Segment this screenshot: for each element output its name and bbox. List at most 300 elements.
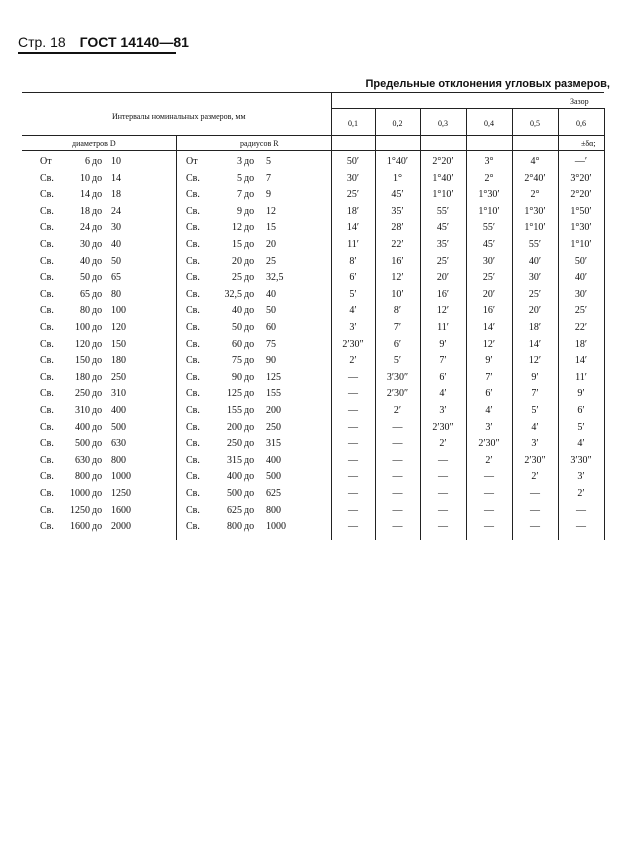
row-value-4: 2′ (531, 471, 539, 483)
row-value-2: 1°10′ (432, 189, 454, 201)
row-value-4: 2° (530, 189, 540, 201)
row-value-0: 2′30″ (342, 338, 364, 350)
gap-value-5: 0,6 (576, 119, 586, 128)
row-value-3: 6′ (485, 388, 493, 400)
row-rad-sep: до (244, 504, 255, 516)
row-value-0: 30′ (346, 172, 360, 184)
row-value-3: 2° (484, 172, 494, 184)
row-diam-prefix: Св. (40, 255, 54, 267)
row-value-0: — (348, 438, 358, 450)
row-value-1: 5′ (393, 355, 402, 367)
row-value-3: 14′ (482, 322, 496, 333)
gap-column-rule (466, 108, 467, 540)
row-value-4: 40′ (528, 255, 542, 267)
row-value-2: 35′ (436, 239, 450, 250)
row-value-2: 55′ (436, 205, 450, 217)
row-diam-from: 30 (80, 239, 90, 250)
row-rad-from: 25 (232, 272, 242, 284)
row-diam-to: 1250 (111, 488, 131, 499)
row-value-2: 9′ (439, 338, 447, 350)
row-rad-sep: до (244, 239, 255, 250)
row-value-4: 9′ (531, 371, 539, 383)
row-diam-to: 80 (111, 288, 121, 300)
row-value-1: — (392, 471, 403, 483)
row-value-1: 7′ (393, 322, 402, 333)
row-value-0: 5′ (349, 288, 357, 300)
row-diam-from: 630 (75, 454, 90, 466)
row-value-5: — (576, 504, 586, 516)
row-value-1: 10′ (391, 288, 404, 300)
row-value-2: 2°20′ (432, 156, 454, 167)
row-diam-sep: до (92, 172, 103, 184)
row-value-3: 16′ (482, 305, 496, 317)
row-value-5: 6′ (577, 405, 585, 416)
row-value-4: 14′ (528, 338, 542, 350)
row-diam-prefix: Св. (40, 322, 54, 333)
row-value-5: — (576, 521, 586, 533)
row-value-3: — (484, 504, 494, 516)
gap-value-2: 0,3 (438, 119, 448, 128)
row-value-1: 35′ (391, 205, 404, 217)
row-rad-to: 400 (266, 454, 281, 466)
row-diam-to: 10 (111, 156, 121, 167)
row-value-3: 2′30″ (478, 438, 500, 450)
row-value-0: 18′ (346, 205, 360, 217)
row-rad-from: 200 (227, 421, 242, 433)
row-rad-prefix: Св. (186, 288, 200, 300)
row-diam-from: 180 (75, 371, 90, 383)
row-diam-sep: до (92, 205, 103, 217)
row-value-5: 4′ (577, 438, 585, 450)
row-rad-from: 3 (237, 156, 242, 167)
row-value-4: 4′ (531, 421, 539, 433)
row-diam-prefix: Св. (40, 471, 54, 483)
header-bottom-rule (22, 135, 604, 136)
row-value-0: — (348, 371, 358, 383)
row-rad-sep: до (244, 288, 255, 300)
gap-value-4: 0,5 (530, 119, 540, 128)
row-value-2: 2′30″ (432, 421, 454, 433)
row-rad-prefix: Св. (186, 172, 200, 184)
header-rule (18, 52, 176, 54)
row-value-2: — (438, 488, 448, 499)
row-rad-to: 25 (266, 255, 276, 267)
row-diam-from: 1250 (70, 504, 90, 516)
row-diam-sep: до (92, 504, 103, 516)
row-value-0: — (348, 521, 358, 533)
row-diam-to: 250 (111, 371, 126, 383)
row-rad-from: 250 (227, 438, 242, 450)
row-diam-from: 40 (80, 255, 90, 267)
row-diam-to: 30 (111, 222, 121, 234)
row-diam-from: 65 (80, 288, 90, 300)
row-diam-prefix: Св. (40, 239, 54, 250)
row-rad-sep: до (244, 205, 255, 217)
row-diam-prefix: Св. (40, 338, 54, 350)
row-rad-from: 60 (232, 338, 242, 350)
row-rad-to: 200 (266, 405, 281, 416)
row-rad-to: 7 (266, 172, 271, 184)
row-rad-sep: до (244, 471, 255, 483)
row-value-5: 11′ (575, 371, 587, 383)
intervals-divider (331, 92, 332, 108)
row-diam-sep: до (92, 355, 103, 367)
row-rad-sep: до (244, 222, 255, 234)
row-value-2: 11′ (437, 322, 449, 333)
row-value-3: 20′ (482, 288, 496, 300)
row-rad-from: 20 (232, 255, 242, 267)
row-rad-sep: до (244, 305, 255, 317)
row-value-2: — (438, 504, 448, 516)
row-rad-sep: до (244, 355, 255, 367)
row-diam-to: 100 (111, 305, 126, 317)
row-diam-sep: до (92, 288, 103, 300)
row-value-2: 25′ (436, 255, 450, 267)
row-diam-sep: до (92, 421, 103, 433)
row-diam-to: 24 (111, 205, 121, 217)
row-rad-sep: до (244, 272, 255, 284)
row-rad-to: 155 (266, 388, 281, 400)
row-diam-from: 24 (80, 222, 90, 234)
row-value-0: — (348, 421, 358, 433)
row-rad-sep: до (244, 438, 255, 450)
row-diam-prefix: Св. (40, 388, 54, 400)
row-diam-prefix: Св. (40, 305, 54, 317)
row-diam-to: 180 (111, 355, 126, 367)
row-value-3: — (484, 488, 494, 499)
gap-column-rule (604, 108, 605, 540)
row-value-3: 9′ (485, 355, 493, 367)
row-diam-sep: до (92, 405, 103, 416)
row-diam-from: 1000 (70, 488, 90, 499)
row-diam-to: 150 (111, 338, 126, 350)
row-diam-sep: до (92, 305, 103, 317)
row-diam-prefix: Св. (40, 205, 54, 217)
row-value-5: 1°30′ (570, 222, 592, 234)
row-rad-from: 90 (232, 371, 242, 383)
row-rad-prefix: Св. (186, 189, 200, 201)
row-rad-prefix: Св. (186, 255, 200, 267)
row-diam-sep: до (92, 222, 103, 234)
row-rad-prefix: Св. (186, 405, 200, 416)
row-rad-sep: до (244, 255, 255, 267)
row-rad-prefix: Св. (186, 371, 200, 383)
row-rad-to: 500 (266, 471, 281, 483)
row-value-1: 28′ (391, 222, 404, 234)
row-value-5: 1°10′ (570, 239, 592, 250)
row-rad-from: 315 (227, 454, 242, 466)
row-rad-to: 125 (266, 371, 281, 383)
row-value-2: — (438, 521, 448, 533)
row-diam-from: 800 (75, 471, 90, 483)
row-diam-prefix: Св. (40, 288, 54, 300)
row-value-2: 4′ (439, 388, 447, 400)
row-value-2: 1°40′ (432, 172, 454, 184)
row-rad-to: 12 (266, 205, 276, 217)
row-rad-to: 60 (266, 322, 276, 333)
row-value-4: 20′ (528, 305, 542, 317)
row-rad-to: 1000 (266, 521, 286, 533)
row-diam-to: 18 (111, 189, 121, 201)
row-diam-prefix: Св. (40, 438, 54, 450)
row-value-0: 50′ (346, 156, 360, 167)
row-rad-from: 5 (237, 172, 242, 184)
row-value-1: 2′ (393, 405, 402, 416)
row-diam-sep: до (92, 471, 103, 483)
row-value-1: — (392, 504, 403, 516)
row-rad-sep: до (244, 156, 255, 167)
row-value-0: — (348, 388, 358, 400)
row-value-5: 3°20′ (570, 172, 592, 184)
row-rad-prefix: Св. (186, 322, 200, 333)
row-diam-to: 1600 (111, 504, 131, 516)
row-value-3: 3′ (485, 421, 493, 433)
row-diam-from: 100 (75, 322, 90, 333)
row-value-3: 12′ (482, 338, 496, 350)
row-diam-prefix: Св. (40, 488, 54, 499)
row-rad-to: 9 (266, 189, 271, 201)
standard-code: ГОСТ 14140—81 (79, 34, 189, 50)
row-rad-prefix: Св. (186, 521, 200, 533)
gap-column-rule (512, 108, 513, 540)
row-rad-prefix: От (186, 156, 198, 167)
page-header (18, 34, 189, 50)
row-rad-from: 15 (232, 239, 242, 250)
row-diam-to: 120 (111, 322, 126, 333)
row-value-5: 5′ (577, 421, 585, 433)
row-diam-prefix: Св. (40, 189, 54, 201)
row-value-2: 45′ (436, 222, 450, 234)
row-rad-prefix: Св. (186, 222, 200, 234)
row-value-0: — (348, 454, 358, 466)
row-value-3: 1°30′ (478, 189, 500, 201)
row-diam-sep: до (92, 371, 103, 383)
row-diam-from: 400 (75, 421, 90, 433)
row-value-5: 9′ (577, 388, 585, 400)
row-rad-from: 32,5 (224, 288, 242, 300)
gap-value-1: 0,2 (392, 119, 403, 128)
row-diam-prefix: Св. (40, 521, 54, 533)
row-value-1: — (392, 488, 403, 499)
row-rad-prefix: Св. (186, 388, 200, 400)
row-diam-from: 250 (75, 388, 90, 400)
row-value-3: 3° (484, 156, 494, 167)
row-value-2: 2′ (439, 438, 447, 450)
row-rad-to: 315 (266, 438, 281, 450)
row-value-1: 8′ (393, 305, 402, 317)
row-value-4: 2°40′ (524, 172, 546, 184)
row-diam-to: 310 (111, 388, 126, 400)
row-value-3: 2′ (485, 454, 493, 466)
row-value-0: 3′ (349, 322, 357, 333)
rad-header: радиусов R (240, 139, 279, 148)
row-value-3: 45′ (482, 239, 496, 250)
row-rad-sep: до (244, 405, 255, 416)
row-rad-to: 75 (266, 338, 276, 350)
gap-value-3: 0,4 (484, 119, 494, 128)
row-rad-prefix: Св. (186, 272, 200, 284)
row-value-1: 1° (393, 172, 402, 184)
row-value-4: 1°30′ (524, 205, 546, 217)
row-rad-prefix: Св. (186, 338, 200, 350)
table-top-rule (22, 92, 604, 93)
diam-header: диаметров D (72, 139, 116, 148)
row-value-3: 4′ (485, 405, 493, 416)
row-diam-to: 2000 (111, 521, 131, 533)
row-value-3: 30′ (482, 255, 496, 267)
row-rad-prefix: Св. (186, 454, 200, 466)
gap-header-rule (331, 108, 604, 109)
gap-column-rule (375, 108, 376, 540)
row-diam-to: 50 (111, 255, 121, 267)
row-diam-sep: до (92, 438, 103, 450)
row-rad-to: 625 (266, 488, 281, 499)
row-diam-sep: до (92, 239, 103, 250)
row-value-2: — (438, 454, 448, 466)
row-rad-to: 800 (266, 504, 281, 516)
row-value-1: — (392, 521, 403, 533)
row-rad-from: 9 (237, 205, 242, 217)
row-value-5: 50′ (574, 255, 588, 267)
row-value-4: — (530, 488, 540, 499)
row-diam-sep: до (92, 156, 103, 167)
row-diam-prefix: От (40, 156, 52, 167)
row-diam-prefix: Св. (40, 355, 54, 367)
row-diam-prefix: Св. (40, 371, 54, 383)
row-diam-sep: до (92, 338, 103, 350)
diam-rad-divider (176, 135, 177, 540)
row-value-5: 2′ (577, 488, 585, 499)
row-value-0: 4′ (349, 305, 357, 317)
row-value-5: 3′ (577, 471, 585, 483)
row-diam-prefix: Св. (40, 172, 54, 184)
row-diam-to: 65 (111, 272, 121, 284)
row-rad-from: 50 (232, 322, 242, 333)
row-value-0: — (348, 488, 358, 499)
row-value-5: 1°50′ (570, 205, 592, 217)
row-value-0: 6′ (349, 272, 357, 284)
row-diam-prefix: Св. (40, 272, 54, 284)
row-rad-from: 75 (232, 355, 242, 367)
row-value-5: 40′ (574, 272, 588, 284)
row-value-5: 14′ (574, 355, 588, 367)
row-rad-sep: до (244, 371, 255, 383)
row-rad-to: 40 (266, 288, 276, 300)
row-rad-sep: до (244, 488, 255, 499)
row-rad-sep: до (244, 189, 255, 201)
gap-value-0: 0,1 (348, 119, 358, 128)
row-value-5: —′ (574, 156, 588, 167)
row-diam-prefix: Св. (40, 504, 54, 516)
row-diam-to: 630 (111, 438, 126, 450)
row-rad-prefix: Св. (186, 438, 200, 450)
row-diam-sep: до (92, 521, 103, 533)
table-caption: Предельные отклонения угловых размеров, (365, 78, 610, 90)
row-rad-to: 20 (266, 239, 276, 250)
row-diam-sep: до (92, 322, 103, 333)
row-value-5: 25′ (574, 305, 588, 317)
row-rad-from: 155 (227, 405, 242, 416)
row-diam-sep: до (92, 255, 103, 267)
row-rad-sep: до (244, 421, 255, 433)
row-value-3: 1°10′ (478, 205, 500, 217)
row-rad-to: 5 (266, 156, 271, 167)
row-diam-sep: до (92, 189, 103, 201)
gap-column-rule (558, 108, 559, 540)
row-value-1: 22′ (391, 239, 404, 250)
row-value-0: 11′ (347, 239, 359, 250)
row-value-1: 2′30″ (386, 388, 409, 400)
row-rad-sep: до (244, 338, 255, 350)
row-value-1: 45′ (391, 189, 404, 201)
row-value-2: 20′ (436, 272, 450, 284)
row-diam-to: 800 (111, 454, 126, 466)
row-value-1: — (392, 438, 403, 450)
row-rad-prefix: Св. (186, 488, 200, 499)
row-rad-from: 125 (227, 388, 242, 400)
row-value-4: 55′ (528, 239, 542, 250)
row-diam-to: 400 (111, 405, 126, 416)
row-rad-from: 7 (237, 189, 242, 201)
row-value-4: 2′30″ (524, 454, 546, 466)
row-diam-to: 40 (111, 239, 121, 250)
row-value-0: 2′ (349, 355, 357, 367)
row-value-0: — (348, 405, 358, 416)
row-diam-from: 500 (75, 438, 90, 450)
row-value-3: 25′ (482, 272, 496, 284)
row-rad-from: 625 (227, 504, 242, 516)
row-value-1: 1°40′ (386, 156, 409, 167)
row-value-3: — (484, 471, 494, 483)
row-rad-prefix: Св. (186, 504, 200, 516)
row-diam-from: 10 (80, 172, 90, 184)
row-rad-prefix: Св. (186, 305, 200, 317)
row-value-4: 1°10′ (524, 222, 546, 234)
row-rad-sep: до (244, 322, 255, 333)
row-diam-from: 50 (80, 272, 90, 284)
row-value-5: 3′30″ (570, 454, 592, 466)
subheader-rule (22, 150, 604, 151)
row-value-0: 25′ (346, 189, 360, 201)
row-rad-prefix: Св. (186, 239, 200, 250)
row-value-4: — (530, 521, 540, 533)
row-diam-to: 500 (111, 421, 126, 433)
gap-column-rule (420, 108, 421, 540)
row-value-3: 55′ (482, 222, 496, 234)
row-value-2: 3′ (439, 405, 447, 416)
row-value-5: 30′ (574, 288, 588, 300)
tolerance-mark: ±δα; (581, 139, 596, 148)
row-value-0: — (348, 471, 358, 483)
row-rad-prefix: Св. (186, 355, 200, 367)
row-value-1: 6′ (393, 338, 402, 350)
row-diam-from: 18 (80, 205, 90, 217)
row-rad-to: 32,5 (266, 272, 284, 284)
row-value-0: 8′ (349, 255, 357, 267)
row-rad-from: 800 (227, 521, 242, 533)
row-value-2: 16′ (436, 288, 450, 300)
row-rad-to: 90 (266, 355, 276, 367)
row-value-1: 3′30″ (386, 371, 409, 383)
row-rad-prefix: Св. (186, 471, 200, 483)
row-rad-sep: до (244, 172, 255, 184)
row-diam-prefix: Св. (40, 454, 54, 466)
row-rad-from: 500 (227, 488, 242, 499)
row-rad-from: 40 (232, 305, 242, 317)
row-rad-to: 15 (266, 222, 276, 234)
row-value-4: 18′ (528, 322, 542, 333)
row-value-3: — (484, 521, 494, 533)
